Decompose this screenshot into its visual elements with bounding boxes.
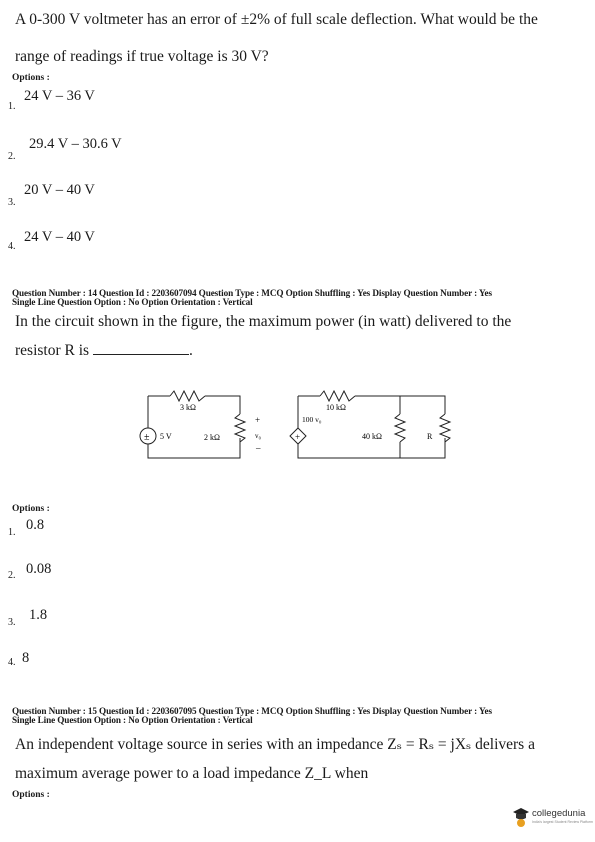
q14-options-label: Options : xyxy=(12,504,50,514)
option-number: 4. xyxy=(8,241,16,252)
label-r: R xyxy=(427,432,433,441)
q15-text-line2: maximum average power to a load impedance Z_L when xyxy=(15,765,369,782)
option-value: 24 V – 36 V xyxy=(24,88,95,104)
option-number: 2. xyxy=(8,151,16,162)
option-value: 29.4 V – 30.6 V xyxy=(29,136,122,152)
option-number: 2. xyxy=(8,570,16,581)
q15-meta-line1: Question Number : 15 Question Id : 2203607095 Question Type : MCQ Option Shuffling : Yes Display Question Number : Yes xyxy=(12,706,492,716)
q14-meta-line1: Question Number : 14 Question Id : 2203607094 Question Type : MCQ Option Shuffling : Yes Display Question Number : Yes xyxy=(12,288,492,298)
label-5v: 5 V xyxy=(160,432,172,441)
label-minus: – xyxy=(256,443,261,453)
logo-tagline: India's largest Student Review Platform xyxy=(532,820,593,824)
source-sign: ± xyxy=(144,432,150,443)
label-vo: v₀ xyxy=(255,432,261,440)
option-number: 1. xyxy=(8,101,16,112)
label-40k: 40 kΩ xyxy=(362,432,382,441)
label-100vo: 100 v₀ xyxy=(302,415,322,424)
label-10k: 10 kΩ xyxy=(326,403,346,412)
q15-text-line1: An independent voltage source in series with an impedance Zₛ = Rₛ = jXₛ delivers a xyxy=(15,736,535,753)
q14-text-line2-end: . xyxy=(188,342,193,359)
dep-source-sign: + xyxy=(295,432,301,442)
q13-text-line2: range of readings if true voltage is 30 V? xyxy=(15,48,269,65)
q14-text-line2-start: resistor R is xyxy=(15,342,90,359)
q14-text-line2 xyxy=(15,340,193,361)
label-plus: + xyxy=(255,415,261,425)
graduation-cap-icon xyxy=(512,806,530,828)
q14-meta-line2: Single Line Question Option : No Option Orientation : Vertical xyxy=(12,297,253,307)
option-value: 20 V – 40 V xyxy=(24,182,95,198)
q13-text-line1: A 0-300 V voltmeter has an error of ±2% of full scale deflection. What would be the xyxy=(15,11,538,28)
option-number: 3. xyxy=(8,617,16,628)
option-value: 0.08 xyxy=(26,561,52,577)
q15-options-label: Options : xyxy=(12,790,50,800)
option-value: 8 xyxy=(22,650,30,666)
label-3k: 3 kΩ xyxy=(180,403,196,412)
option-value: 24 V – 40 V xyxy=(24,229,95,245)
option-value: 0.8 xyxy=(26,517,45,533)
circuit-diagram xyxy=(130,378,465,463)
option-number: 3. xyxy=(8,197,16,208)
q14-text-line1: In the circuit shown in the figure, the maximum power (in watt) delivered to the xyxy=(15,313,512,330)
option-value: 1.8 xyxy=(29,607,48,623)
option-number: 1. xyxy=(8,527,16,538)
label-2k: 2 kΩ xyxy=(204,433,220,442)
logo-name: collegedunia xyxy=(532,808,586,819)
collegedunia-logo xyxy=(512,806,592,830)
answer-blank xyxy=(93,342,189,355)
q13-options-label: Options : xyxy=(12,73,50,83)
option-number: 4. xyxy=(8,657,16,668)
q15-meta-line2: Single Line Question Option : No Option Orientation : Vertical xyxy=(12,715,253,725)
